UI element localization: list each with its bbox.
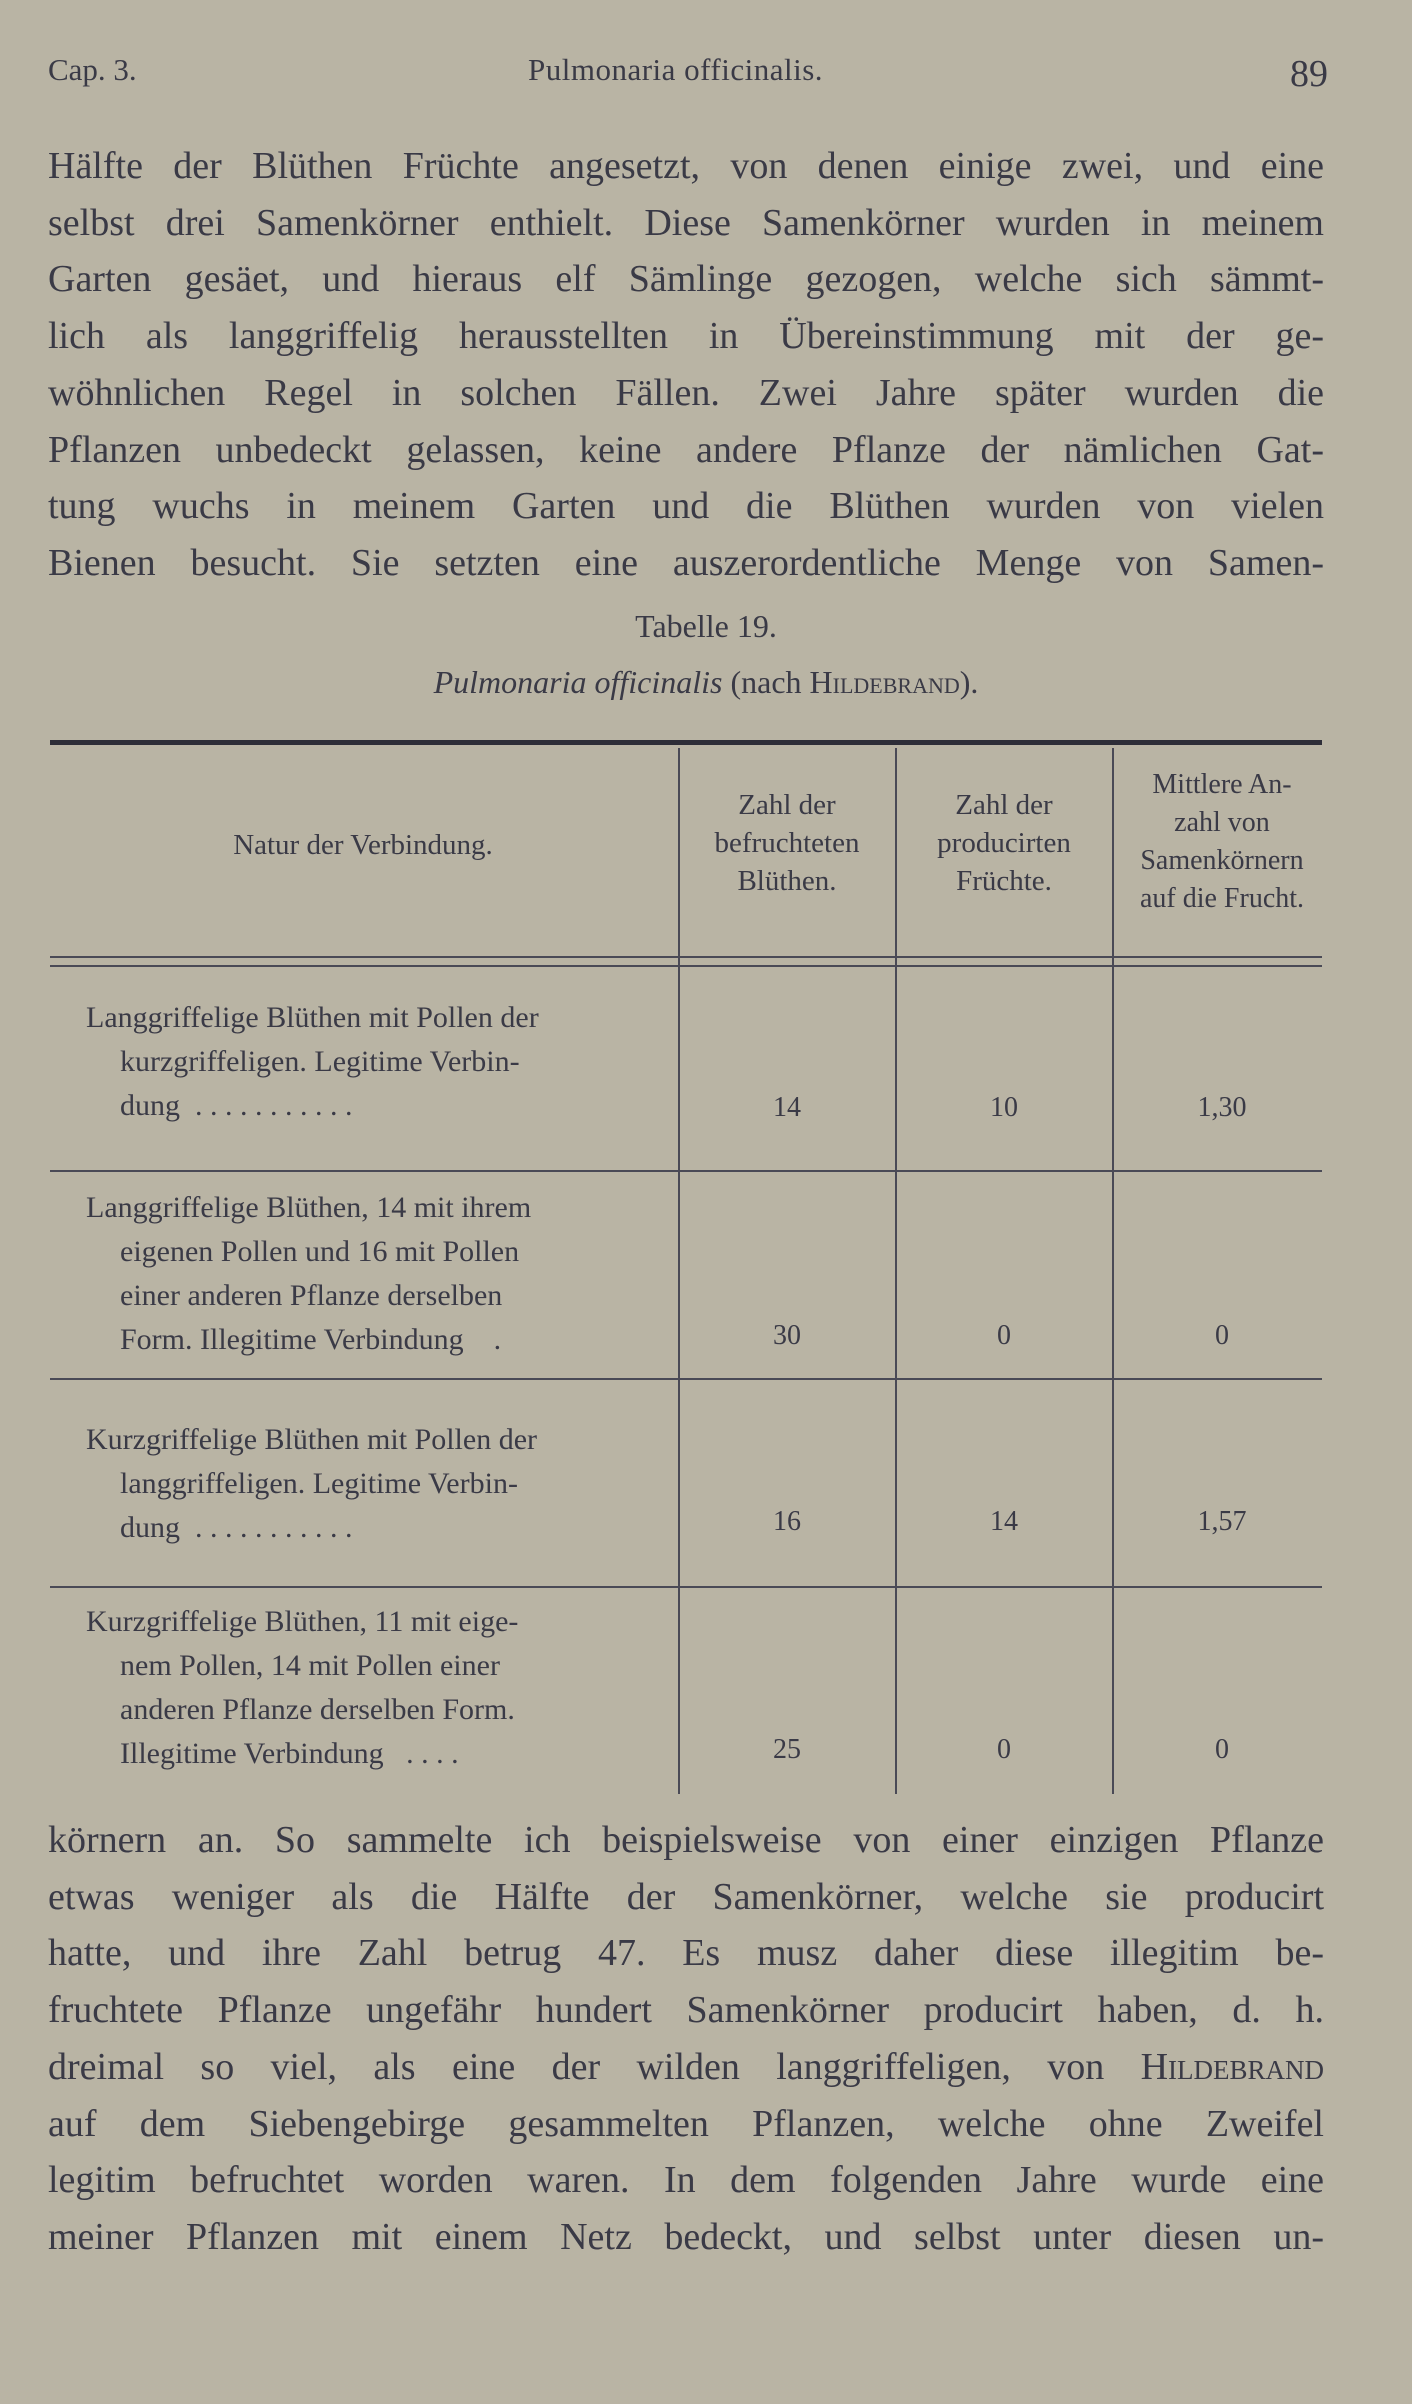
desc-line: Kurzgriffelige Blüthen, 11 mit eige- [86, 1605, 519, 1638]
table-subcaption [0, 664, 1412, 701]
column-divider [895, 748, 897, 1794]
source-prefix: (nach [730, 664, 802, 700]
table-row-4-description [86, 1600, 640, 1776]
desc-line: Kurzgriffelige Blüthen mit Pollen der [86, 1423, 538, 1456]
row-1-samen: 1,30 [1197, 1092, 1247, 1123]
text-line: selbst drei Samenkörner enthielt. Diese Samenkörner wurden in meinem [48, 201, 1324, 244]
text-line: legitim befruchtet worden waren. In dem folgenden Jahre wurde eine [48, 2159, 1324, 2202]
row-separator [50, 1170, 1322, 1172]
column-divider [678, 748, 680, 1794]
source-author: Hildebrand [809, 664, 960, 700]
text-line: meiner Pflanzen mit einem Netz bedeckt, und selbst unter diesen un- [48, 2215, 1324, 2258]
table-row-3-description [86, 1418, 640, 1550]
table-row-1-description [86, 996, 640, 1128]
header-line: zahl von [1174, 807, 1270, 838]
header-line: Mittlere An- [1152, 769, 1292, 800]
desc-line: Form. Illegitime Verbindung [120, 1323, 464, 1356]
text-fragment: dreimal so viel, als eine der wilden langgriffeligen, von [48, 2045, 1105, 2088]
leader-dots: . . . . [406, 1737, 459, 1770]
text-line: Garten gesäet, und hieraus elf Sämlinge gezogen, welche sich sämmt- [48, 258, 1324, 301]
text-line: tung wuchs in meinem Garten und die Blüthen wurden von vielen [48, 485, 1324, 528]
desc-line: dung [120, 1511, 180, 1544]
text-line: wöhnlichen Regel in solchen Fällen. Zwei Jahre später wurden die [48, 371, 1324, 414]
source-suffix: ). [959, 664, 979, 700]
text-line [48, 2039, 1324, 2096]
desc-line: Illegitime Verbindung [120, 1737, 384, 1770]
row-2-bluethen: 30 [773, 1320, 801, 1351]
paragraph-bottom [48, 1812, 1324, 2266]
leader-dots: . . . . . . . . . . . [195, 1511, 353, 1544]
text-line: lich als langgriffelig herausstellten in Übereinstimmung mit der ge- [48, 315, 1324, 358]
leader-dots: . . . . . . . . . . . [195, 1089, 353, 1122]
header-line: Früchte. [956, 865, 1052, 897]
header-line: auf die Frucht. [1139, 883, 1305, 914]
running-title: Pulmonaria officinalis. [528, 52, 824, 87]
row-4-fruechte: 0 [997, 1734, 1011, 1765]
row-separator [50, 1586, 1322, 1588]
leader-dots: . [493, 1323, 502, 1356]
species-name: Pulmonaria officinalis [433, 664, 723, 700]
text-line: etwas weniger als die Hälfte der Samenkörner, welche sie producirt [48, 1875, 1324, 1918]
table-top-rule [50, 740, 1322, 745]
row-2-fruechte: 0 [997, 1320, 1011, 1351]
row-3-bluethen: 16 [773, 1506, 801, 1537]
desc-line: eigenen Pollen und 16 mit Pollen [120, 1235, 520, 1268]
row-1-bluethen: 14 [773, 1092, 801, 1123]
header-line: befruchteten [714, 827, 860, 859]
desc-line: langgriffeligen. Legitime Verbin- [120, 1467, 518, 1500]
row-1-fruechte: 10 [990, 1092, 1018, 1123]
text-line: Bienen besucht. Sie setzten eine auszerordentliche Menge von Samen- [48, 541, 1324, 584]
text-line: Pflanzen unbedeckt gelassen, keine andere Pflanze der nämlichen Gat- [48, 428, 1324, 471]
row-3-fruechte: 14 [990, 1506, 1018, 1537]
column-header-fruechte [897, 786, 1111, 900]
chapter-label: Cap. 3. [48, 52, 137, 87]
header-line: producirten [937, 827, 1071, 859]
row-separator [50, 1378, 1322, 1380]
header-line: Zahl der [738, 789, 836, 821]
header-line: Blüthen. [737, 865, 837, 897]
row-4-samen: 0 [1215, 1734, 1229, 1765]
header-line: Zahl der [955, 789, 1053, 821]
author-name: Hildebrand [1140, 2045, 1324, 2088]
table-header-rule [50, 956, 1322, 967]
table-caption: Tabelle 19. [635, 608, 777, 644]
row-3-samen: 1,57 [1197, 1506, 1247, 1537]
desc-line: einer anderen Pflanze derselben [120, 1279, 503, 1312]
text-line: körnern an. So sammelte ich beispielsweise von einer einzigen Pflanze [48, 1819, 1324, 1861]
row-4-bluethen: 25 [773, 1734, 801, 1765]
table-row-2-description [86, 1186, 640, 1362]
desc-line: nem Pollen, 14 mit Pollen einer [120, 1649, 500, 1682]
column-header-bluethen [680, 786, 894, 900]
desc-line: anderen Pflanze derselben Form. [120, 1693, 515, 1726]
header-line: Samenkörnern [1140, 845, 1304, 876]
text-line: hatte, und ihre Zahl betrug 47. Es musz daher diese illegitim be- [48, 1932, 1324, 1975]
desc-line: Langgriffelige Blüthen mit Pollen der [86, 1001, 539, 1034]
row-2-samen: 0 [1215, 1320, 1229, 1351]
text-line: auf dem Siebengebirge gesammelten Pflanzen, welche ohne Zweifel [48, 2102, 1324, 2145]
text-line: fruchtete Pflanze ungefähr hundert Samenkörner producirt haben, d. h. [48, 1989, 1324, 2032]
text-line: Hälfte der Blüthen Früchte angesetzt, von denen einige zwei, und eine [48, 145, 1324, 187]
column-header-samen [1114, 766, 1330, 918]
running-header [48, 48, 1328, 98]
paragraph-top [48, 138, 1324, 592]
column-header-verbindung: Natur der Verbindung. [233, 829, 493, 861]
desc-line: dung [120, 1089, 180, 1122]
page-number: 89 [1290, 53, 1328, 95]
desc-line: kurzgriffeligen. Legitime Verbin- [120, 1045, 520, 1078]
desc-line: Langgriffelige Blüthen, 14 mit ihrem [86, 1191, 532, 1224]
